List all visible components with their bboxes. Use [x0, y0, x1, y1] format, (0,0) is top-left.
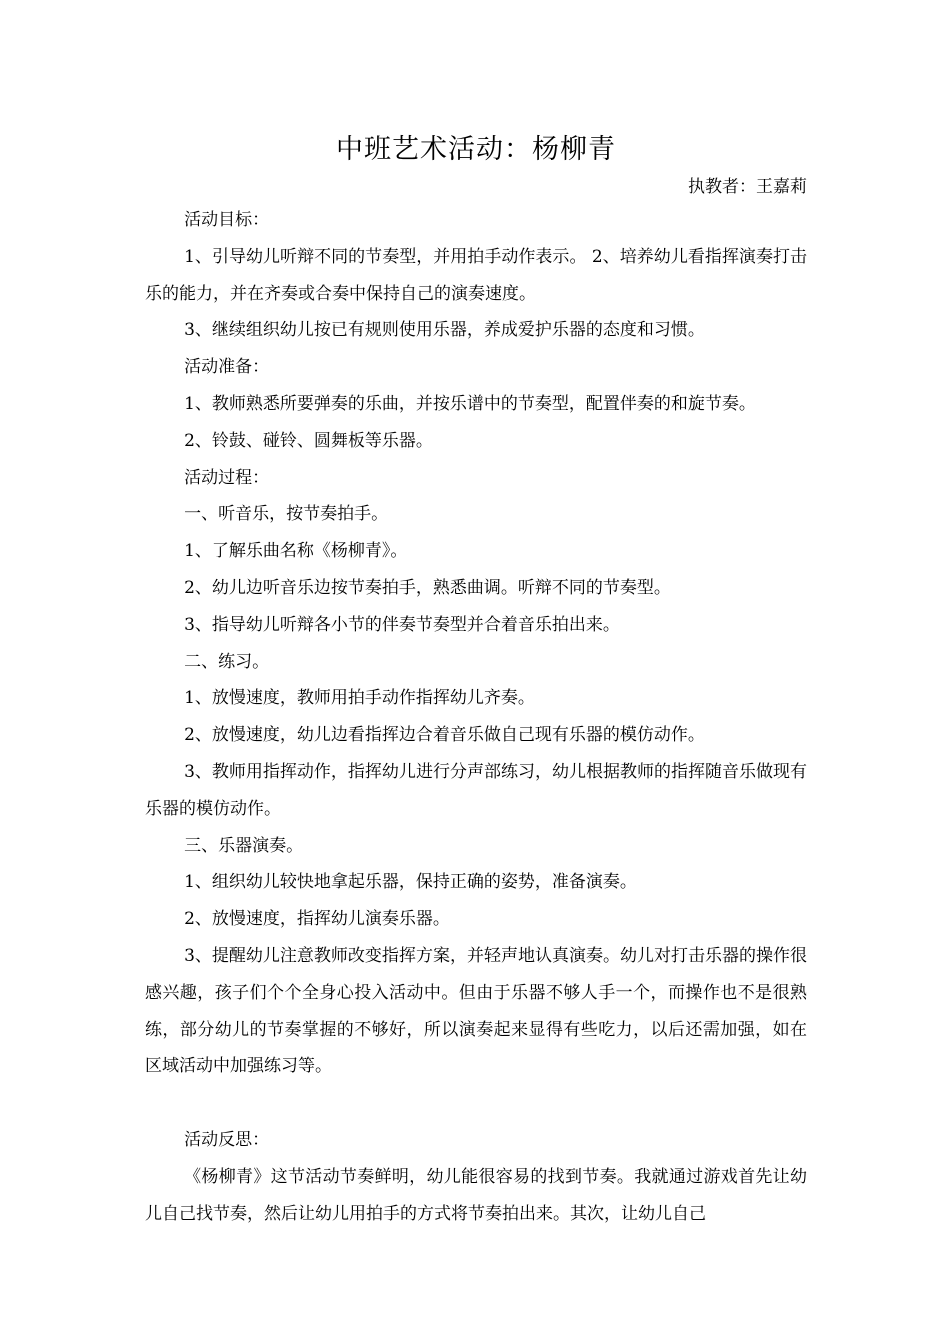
document-page	[145, 128, 807, 1232]
section-heading-goals: 活动目标：	[184, 210, 270, 230]
paragraph-reflection: 《杨柳青》这节活动节奏鲜明，幼儿能很容易的找到节奏。我就通过游戏首先让幼儿自己找节奏，然后让幼儿用拍手的方式将节奏拍出来。其次，让幼儿自己	[145, 1166, 807, 1224]
section-heading-reflection: 活动反思：	[184, 1129, 270, 1150]
paragraph-preparation-1: 1、教师熟悉所要弹奏的乐曲，并按乐谱中的节奏型，配置伴奏的和旋节奏。	[184, 393, 756, 414]
document-author: 执教者：王嘉莉	[688, 177, 807, 197]
process-step-heading-2: 二、练习。	[184, 651, 270, 672]
process-item: 2、放慢速度，指挥幼儿演奏乐器。	[184, 909, 450, 930]
process-item: 2、幼儿边听音乐边按节奏拍手，熟悉曲调。听辩不同的节奏型。	[184, 577, 671, 598]
process-item: 1、放慢速度，教师用拍手动作指挥幼儿齐奏。	[184, 688, 535, 709]
process-step-heading-3: 三、乐器演奏。	[184, 835, 304, 856]
process-item: 3、教师用指挥动作，指挥幼儿进行分声部练习，幼儿根据教师的指挥随音乐做现有乐器的模仿动作。	[145, 761, 807, 819]
section-heading-process: 活动过程：	[184, 467, 270, 488]
process-item: 2、放慢速度，幼儿边看指挥边合着音乐做自己现有乐器的模仿动作。	[184, 725, 705, 746]
paragraph-preparation-2: 2、铃鼓、碰铃、圆舞板等乐器。	[184, 430, 433, 451]
process-item: 1、组织幼儿较快地拿起乐器，保持正确的姿势，准备演奏。	[184, 872, 637, 893]
paragraph-goal-1-2: 1、引导幼儿听辩不同的节奏型，并用拍手动作表示。 2、培养幼儿看指挥演奏打击乐的能力，并在齐奏或合奏中保持自己的演奏速度。	[145, 246, 807, 304]
process-item: 3、提醒幼儿注意教师改变指挥方案，并轻声地认真演奏。幼儿对打击乐器的操作很感兴趣，孩子们个个全身心投入活动中。但由于乐器不够人手一个，而操作也不是很熟练，部分幼儿的节奏掌握的不够好，所以演奏起来显得有些吃力，以后还需加强，如在区域活动中加强练习等。	[145, 945, 807, 1077]
paragraph-goal-3: 3、继续组织幼儿按已有规则使用乐器，养成爱护乐器的态度和习惯。	[184, 320, 705, 341]
process-step-heading-1: 一、听音乐，按节奏拍手。	[184, 504, 389, 525]
blank-line	[145, 1085, 807, 1122]
section-heading-preparation: 活动准备：	[184, 357, 270, 378]
document-title: 中班艺术活动：杨柳青	[336, 134, 616, 165]
process-item: 3、指导幼儿听辩各小节的伴奏节奏型并合着音乐拍出来。	[184, 614, 620, 635]
process-item: 1、了解乐曲名称《杨柳青》。	[184, 541, 408, 562]
